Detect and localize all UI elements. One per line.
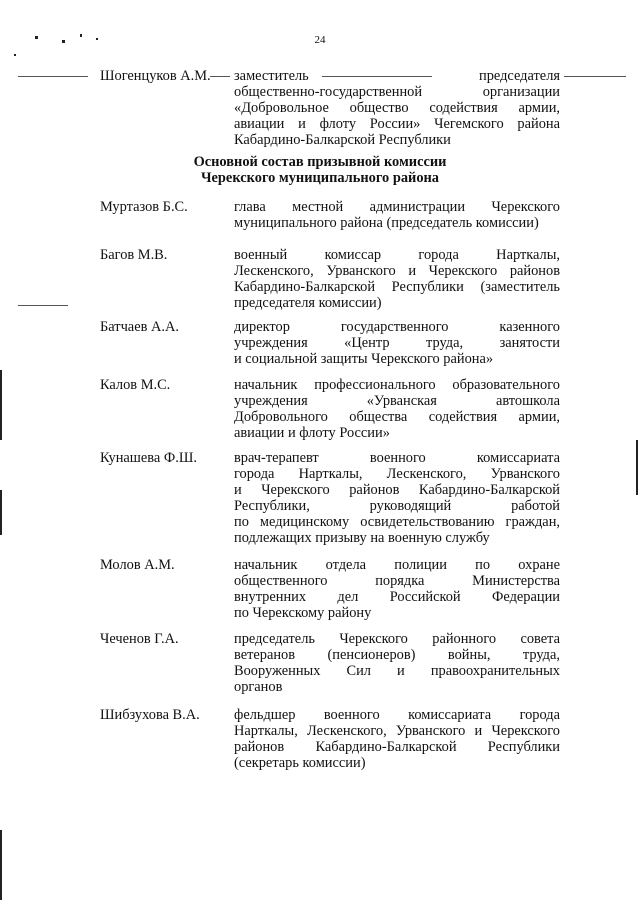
role-line: (секретарь комиссии) (234, 755, 366, 771)
role-line: муниципального района (председатель комиссии) (234, 215, 539, 231)
role-line: общественно-государственной организации (234, 84, 560, 100)
role-line: председателя комиссии) (234, 295, 382, 311)
role-line: общественного порядка Министерства (234, 573, 560, 589)
member-role (234, 450, 560, 546)
scan-speck (14, 54, 16, 56)
role-line: врач-терапевт военного комиссариата (234, 450, 560, 466)
scan-speck (80, 34, 82, 37)
member-role (234, 557, 560, 621)
role-line: военный комиссар города Нарткалы, (234, 247, 560, 263)
member-name: Шогенцуков А.М. (100, 68, 211, 84)
role-line: районов Кабардино-Балкарской Республики (234, 739, 560, 755)
role-line: Добровольного общества содействия армии, (234, 409, 560, 425)
role-line: начальник профессионального образовательного (234, 377, 560, 393)
role-line: начальник отдела полиции по охране (234, 557, 560, 573)
role-line: авиации и флоту России» (234, 425, 390, 441)
scan-dash-line (564, 76, 626, 77)
member-role (234, 68, 560, 148)
member-role (234, 377, 560, 441)
member-role (234, 247, 560, 311)
role-line: Лескенского, Урванского и Черекского районов (234, 263, 560, 279)
role-line: и социальной защиты Черекского района» (234, 351, 494, 367)
section-title-line: Черекского муниципального района (200, 170, 439, 186)
role-line: Кабардино-Балкарской Республики (заместитель (234, 279, 560, 295)
member-name: Кунашева Ф.Ш. (100, 450, 197, 466)
role-line: директор государственного казенного (234, 319, 560, 335)
member-role (234, 707, 560, 771)
scan-dash-line (210, 76, 230, 77)
scan-speck (96, 38, 98, 40)
role-line: учреждения «Урванская автошкола (234, 393, 560, 409)
role-line: города Нарткалы, Лескенского, Урванского (234, 466, 560, 482)
role-line: заместитель председателя (234, 68, 560, 84)
scan-dash-line (18, 76, 88, 77)
role-line: учреждения «Центр труда, занятости (234, 335, 560, 351)
member-name: Молов А.М. (100, 557, 175, 573)
role-line: «Добровольное общество содействия армии, (234, 100, 560, 116)
scan-speck (62, 40, 65, 43)
member-role (234, 319, 560, 367)
scan-edge-line (0, 370, 2, 440)
member-name: Багов М.В. (100, 247, 168, 263)
scan-speck (35, 36, 38, 39)
role-line: ветеранов (пенсионеров) войны, труда, (234, 647, 560, 663)
role-line: подлежащих призыву на военную службу (234, 530, 490, 546)
page-number: 24 (314, 34, 326, 46)
member-name: Чеченов Г.А. (100, 631, 179, 647)
member-name: Шибзухова В.А. (100, 707, 200, 723)
role-line: по медицинскому освидетельствованию граждан, (234, 514, 560, 530)
member-role (234, 631, 560, 695)
role-line: Республики, руководящий работой (234, 498, 560, 514)
scan-dash-line (18, 305, 68, 306)
role-line: по Черекскому району (234, 605, 372, 621)
role-line: Нарткалы, Лескенского, Урванского и Черекского (234, 723, 560, 739)
member-name: Муртазов Б.С. (100, 199, 188, 215)
scan-edge-line (0, 830, 2, 900)
role-line: Кабардино-Балкарской Республики (234, 132, 451, 148)
role-line: Вооруженных Сил и правоохранительных (234, 663, 560, 679)
role-line: органов (234, 679, 283, 695)
member-name: Калов М.С. (100, 377, 171, 393)
scan-edge-line (636, 440, 638, 495)
scan-edge-line (0, 490, 2, 535)
role-line: фельдшер военного комиссариата города (234, 707, 560, 723)
section-title-line: Основной состав призывной комиссии (193, 154, 447, 170)
role-line: и Черекского районов Кабардино-Балкарской (234, 482, 560, 498)
member-role (234, 199, 560, 231)
role-line: внутренних дел Российской Федерации (234, 589, 560, 605)
role-line: председатель Черекского районного совета (234, 631, 560, 647)
role-line: глава местной администрации Черекского (234, 199, 560, 215)
role-line: авиации и флоту России» Чегемского района (234, 116, 560, 132)
member-name: Батчаев А.А. (100, 319, 179, 335)
section-title (0, 154, 640, 186)
